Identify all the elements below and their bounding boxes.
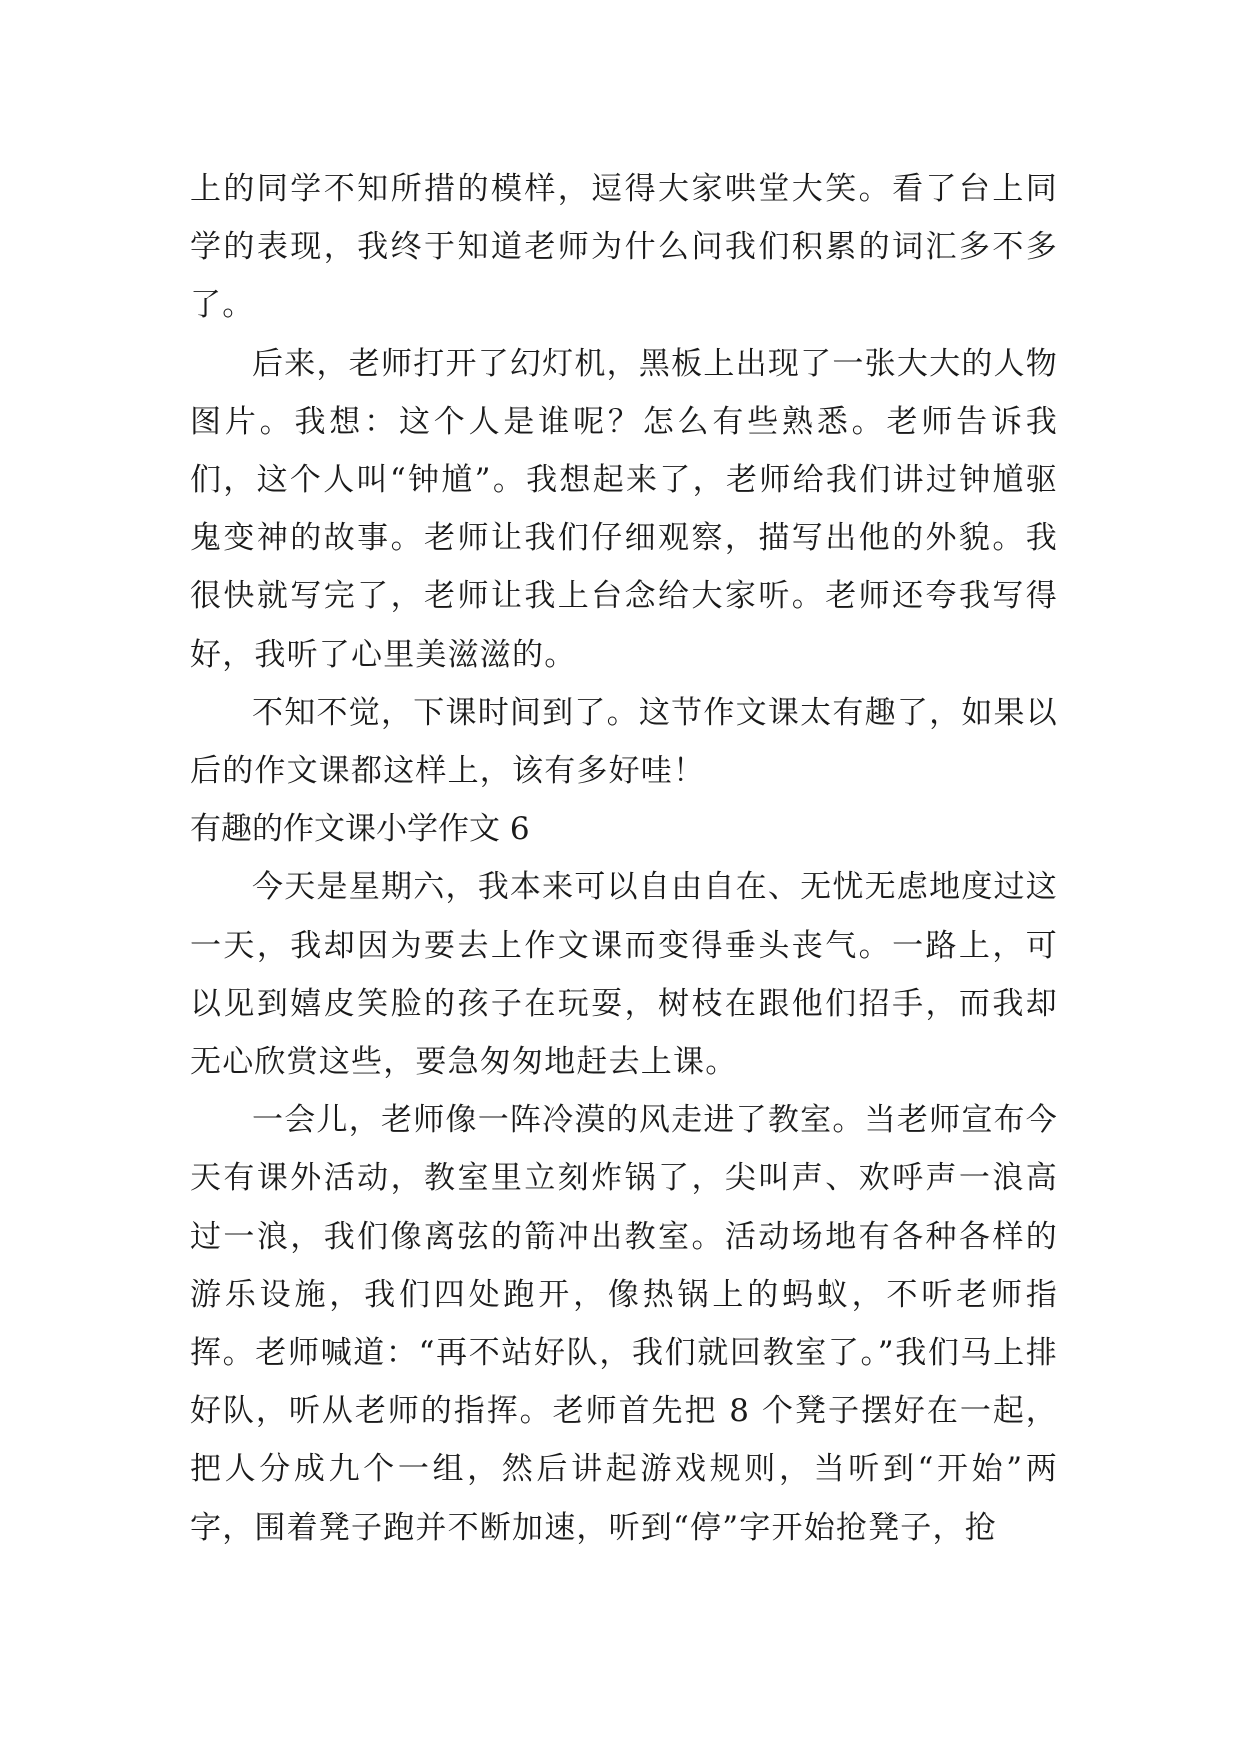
paragraph-slideshow: 后来，老师打开了幻灯机，黑板上出现了一张大大的人物图片。我想：这个人是谁呢？怎么有些熟悉。老师告诉我们，这个人叫“钟馗”。我想起来了，老师给我们讲过钟馗驱鬼变神的故事。老师让我们仔细观察，描写出他的外貌。我很快就写完了，老师让我上台念给大家听。老师还夸我写得好，我听了心里美滋滋的。: [190, 345, 1058, 673]
paragraph-activity: 一会儿，老师像一阵冷漠的风走进了教室。当老师宣布今天有课外活动，教室里立刻炸锅了，尖叫声、欢呼声一浪高过一浪，我们像离弦的箭冲出教室。活动场地有各种各样的游乐设施，我们四处跑开，像热锅上的蚂蚁，不听老师指挥。老师喊道：“再不站好队，我们就回教室了。”我们马上排好队，听从老师的指挥。老师首先把 8 个凳子摆好在一起，把人分成九个一组，然后讲起游戏规则，当听到“开始”两字，围着凳子跑并不断加速，听到“停”字开始抢凳子，抢: [190, 1102, 1058, 1546]
document-body: [190, 160, 1058, 1557]
section-title: 有趣的作文课小学作文 6: [190, 811, 530, 848]
paragraph-continued: 上的同学不知所措的模样，逗得大家哄堂大笑。看了台上同学的表现，我终于知道老师为什么问我们积累的词汇多不多了。: [190, 171, 1058, 324]
paragraph-saturday: 今天是星期六，我本来可以自由自在、无忧无虑地度过这一天，我却因为要去上作文课而变得垂头丧气。一路上，可以见到嬉皮笑脸的孩子在玩耍，树枝在跟他们招手，而我却无心欣赏这些，要急匆匆地赶去上课。: [190, 869, 1058, 1081]
paragraph-class-ends: 不知不觉，下课时间到了。这节作文课太有趣了，如果以后的作文课都这样上，该有多好哇！: [190, 694, 1058, 790]
